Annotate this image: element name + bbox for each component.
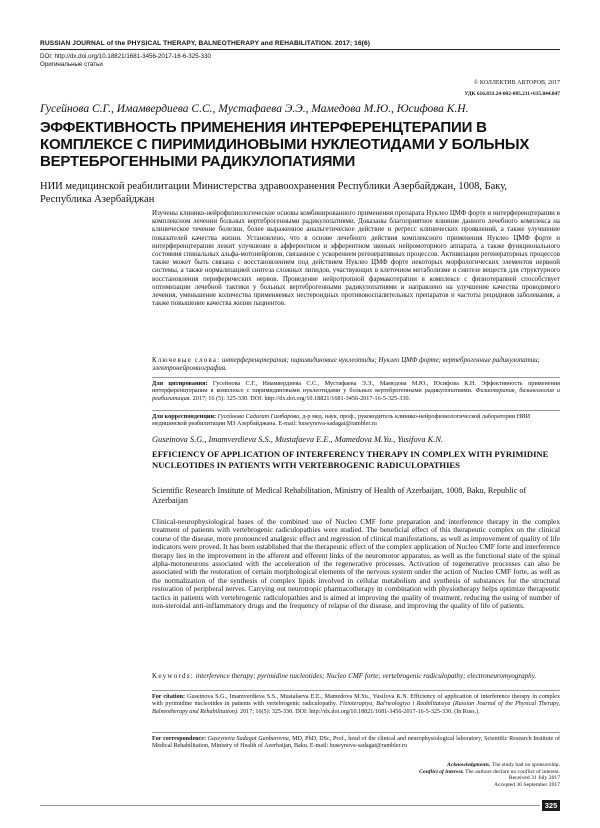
abstract-ru: Изучены клинико-нейрофизиологические основы комбинированного применения препарата Нуклео ЦМФ форте и интерференцтерапии в комплексном лечении больных вертеброгенными радикулопатиями. Доказаны благоприятное влияние данного лечебного комплекса на клиническое течение болезни, более выраженное анальгетическое действие и регресс клинических проявлений, а также улучшение показателей качества жизни. Установлено, что в основе лечебного действия комплексного применения Нуклео ЦМФ форте и интерференцтерапии лежит улучшение в афферентном и эфферентном звеньях нейромоторного аппарата, а также функционального состояния спинальных альфа-мотонейронов, связанное с ускорением регенеративных процессов. Активизация регенераторных процессов также может быть связана с восстановлением под действием Нуклео ЦМФ форте некоторых морфологических элементов нервной системы, а также нормализацией синтеза сложных липидов, участвующих в клеточном метаболизме и синтезе веществ для структурного восстановления периферических нервов. Проведение нейротропной фармакотерапии в комплексе с физиотерапией способствует оптимизации лечебной тактики у больных вертеброгенными радикулопатиями и направлено на улучшение качества проводимого лечения, уменьшение количества применяемых нестероидных противовоспалительных препаратов и частоты рецидивов заболевания, а также повышение качества жизни пациентов. [152,210,560,308]
citation-en [152,694,560,716]
keywords-ru [152,357,560,373]
citation-tail-en: 2017; 16(5): 325-330. DOI: http://dx.doi.org/10.18821/1681-3456-2017-16-5-325-330. (In Russ.). [240,708,480,715]
citation-tail-ru: 2017; 16 (5): 325-330. DOI: http://dx.doi.org/10.18821/1681-3456-2017-16-5-325-330. [192,394,411,402]
correspondence-label-ru: Для корреспонденции: [152,413,217,420]
accepted-date: Accepted 30 September 2017 [493,782,560,789]
divider [152,690,560,691]
citation-label-en: For citation: [152,694,186,700]
ack-label: Acknowledgments. [447,762,491,768]
citation-text-en: Guseinova S.G., Imamverdieva S.S., Mustafaeva E.E., Mamedova M.Yu., Yusifova K.N. Efficiency of application of interference therapy in complex with pyrimidine nucleotides in patients with vertebrogenic radiculopathy. [152,694,560,708]
footnotes [310,762,560,789]
doi-line[interactable]: DOI: http://dx.doi.org/10.18821/1681-3456-2017-16-6-325-330 [40,53,211,60]
correspondence-name-ru: Гусейнова Садагат Гамбарова, [217,413,301,420]
divider [152,410,560,411]
footer-divider [40,805,540,806]
title-ru: ЭФФЕКТИВНОСТЬ ПРИМЕНЕНИЯ ИНТЕРФЕРЕНЦТЕРАПИИ В КОМПЛЕКСЕ С ПИРИМИДИНОВЫМИ НУКЛЕОТИДАМИ У БОЛЬНЫХ ВЕРТЕБРОГЕННЫМИ РАДИКУЛОПАТИЯМИ [40,119,530,170]
affiliation-en: Scientific Research Institute of Medical Rehabilitation, Ministry of Health of Azerbaijan, 1008, Baku, Republic of Azerbaijan [152,486,527,505]
correspondence-label-en: For correspondence: [152,736,206,742]
correspondence-name-en: Guseynova Sadagat Ganbarovna, [207,736,291,742]
citation-text-ru: Гусейнова С.Г., Имамвердиева С.С., Мустафаева Э.Э., Мамедова М.Ю., Юсифова К.Н. Эффективность применения интерференцтерапии в комплексе с пиримидиновыми нуклеотидами у больных вертеброгенными радикулопатиями. [152,380,560,395]
affiliation-ru: НИИ медицинской реабилитации Министерства здравоохранения Республики Азербайджан, 1008, Баку, Республика Азербайджан [40,181,508,205]
header-divider [40,49,560,50]
coi-label: Conflict of interest. [419,768,464,775]
correspondence-text-en: MD, PhD, DSc, Prof., head of the clinical and neurophysiological laboratory, Scientific Research Institute of Medical Rehabilitation, Ministry of Health of Azerbaijan, Baku. E-mail: huseynova-sadagat@rambler.ru [152,736,561,750]
correspondence-ru [152,413,560,428]
keywords-label-ru: Ключевые слова: [152,357,221,364]
journal-header: RUSSIAN JOURNAL of the PHYSICAL THERAPY, BALNEOTHERAPY and REHABILITATION. 2017; 16(6) [40,40,371,47]
divider [152,377,560,378]
conflict-of-interest [310,769,560,776]
citation-journal-ru: Физиотерапия, бальнеология и реабилитация. [152,387,561,402]
abstract-en: Clinical-neurophysiological bases of the combined use of Nucleo CMF forte preparation and interference therapy in the complex treatment of patients with vertebrogenic radiculopathies were studied. The beneficial effect of this therapeutic complex on the clinical course of the disease, more pronounced analgesic effect and regression of clinical manifestations, as well as improvement of quality of life indicators were proved. It has been established that the therapeutic effect of the complex application of Nucleo CMF forte and interference therapy lies in the improvement in the afferent and efferent links of the neuromotor apparatus, as well as the functional state of the spinal alpha-motoneurons associated with the acceleration of the regenerative processes. Activation of regenerative processes can also be associated with the restoration of certain morphological elements of the nervous system under the action of Nucleo CMF forte, as well as the normalization of the synthesis of complex lipids involved in cellular metabolism and synthesis of substances for the structural restoration of peripheral nerves. Carrying out neurotropic pharmacotherapy in combination with physiotherapy helps optimize therapeutic tactics in patients with vertebrogenic radiculopathies and is aimed at improving the quality of treatment, reducing the using of number of non-steroidal anti-inflammatory drugs and the frequency of relapse of the disease, and improving the quality of life of patients. [152,517,560,611]
correspondence-text-ru: д-р мед. наук, проф., руководитель клинико-нейрофизиологической лаборатории НИИ медицинской реабилитации МЗ Азербайджана. E-mail: huseynova-sadagat@rambler.ru [152,413,531,428]
ack-text: The study had no sponsorship. [491,762,560,768]
udk-code: УДК 616.833.24-002-085.211+615.844.847 [464,91,560,97]
keywords-text-ru: интерференцтерапия; пиримидиновые нуклеотиды; Нуклео ЦМФ форте; вертеброгенные радикулопатии; электронейромиография. [152,357,540,373]
coi-text: The authors declare no conflict of interest. [465,768,560,775]
divider [152,732,560,733]
keywords-en [152,672,560,680]
correspondence-en [152,736,560,751]
citation-label-ru: Для цитирования: [152,380,208,387]
keywords-label-en: Keywords: [152,672,194,680]
keywords-text-en: interference therapy; pyrimidine nucleotides; Nucleo CMF forte; vertebrogenic radiculopathy; electroneuromyography. [195,672,537,680]
citation-journal-en: Fizioterapiya, Bal'neologiya i Reabilitatsiya (Russian Journal of the Physical Therapy, Balneotherapy and Rehabilitation). [152,701,560,715]
authors-ru: Гусейнова С.Г., Имамвердиева С.С., Мустафаева Э.Э., Мамедова М.Ю., Юсифова К.Н. [40,103,469,115]
title-en: EFFICIENCY OF APPLICATION OF INTERFERENCY THERAPY IN COMPLEX WITH PYRIMIDINE NUCLEOTIDES IN PATIENTS WITH VERTEBROGENIC RADICULOPATHIES [152,449,549,470]
copyright-notice: © КОЛЛЕКТИВ АВТОРОВ, 2017 [473,80,560,86]
page-number: 325 [542,800,560,811]
authors-en: Guseinova S.G., Imamverdieva S.S., Mustafaeva E.E., Mamedova M.Yu., Yusifova K.N. [152,435,443,444]
citation-ru [152,380,560,402]
received-date: Received 31 July 2017 [508,775,560,782]
acknowledgments [310,762,560,769]
article-type: Оригинальные статьи [40,61,103,68]
